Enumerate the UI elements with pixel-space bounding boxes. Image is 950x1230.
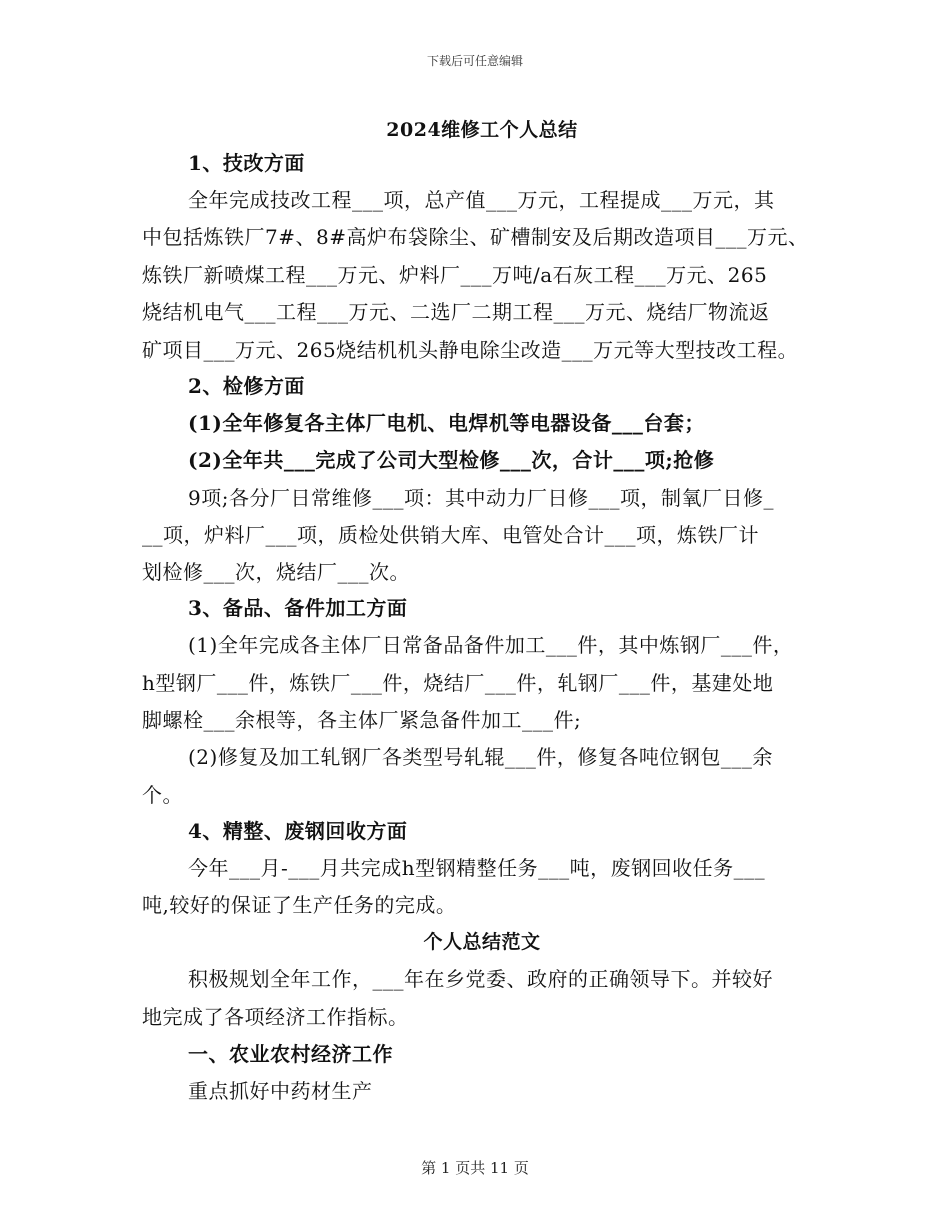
- section-heading-tech-upgrade: 1、技改方面: [188, 151, 305, 175]
- paragraph-line: 地完成了各项经济工作指标。: [142, 1005, 409, 1029]
- paragraph-line: 矿项目___万元、265烧结机机头静电除尘改造___万元等大型技改工程。: [142, 338, 799, 362]
- page-number-footer: 第 1 页共 11 页: [421, 1159, 529, 1177]
- document-title: 2024维修工个人总结: [386, 119, 578, 141]
- paragraph-line: 划检修___次，烧结厂___次。: [142, 560, 410, 584]
- paragraph-line: (1)全年完成各主体厂日常备品备件加工___件，其中炼钢厂___件，: [188, 633, 794, 657]
- paragraph-line: (2)修复及加工轧钢厂各类型号轧辊___件，修复各吨位钢包___余: [188, 745, 773, 769]
- paragraph-line: 吨,较好的保证了生产任务的完成。: [142, 893, 457, 917]
- section-heading-agriculture: 一、农业农村经济工作: [188, 1042, 393, 1066]
- paragraph-line: 烧结机电气___工程___万元、二选厂二期工程___万元、烧结厂物流返: [142, 300, 770, 324]
- paragraph-line: 炼铁厂新喷煤工程___万元、炉料厂___万吨/a石灰工程___万元、265: [142, 263, 768, 287]
- page-header-note: 下载后可任意编辑: [426, 54, 523, 68]
- paragraph-line: 个。: [142, 783, 183, 807]
- paragraph-line: 全年完成技改工程___项，总产值___万元，工程提成___万元，其: [188, 188, 775, 212]
- paragraph-line: 今年___月-___月共完成h型钢精整任务___吨，废钢回收任务___: [188, 856, 766, 880]
- paragraph-line: 脚螺栓___余根等，各主体厂紧急备件加工___件;: [142, 708, 582, 732]
- paragraph-line: 重点抓好中药材生产: [188, 1079, 373, 1103]
- section-heading-spare-parts: 3、备品、备件加工方面: [188, 596, 408, 620]
- paragraph-line: 积极规划全年工作，___年在乡党委、政府的正确领导下。并较好: [188, 967, 773, 991]
- paragraph-line: __项，炉料厂___项，质检处供销大库、电管处合计___项，炼铁厂计: [142, 523, 759, 547]
- paragraph-line: 中包括炼铁厂7#、8#高炉布袋除尘、矿槽制安及后期改造项目___万元、: [142, 225, 809, 249]
- paragraph-line: h型钢厂___件，炼铁厂___件，烧结厂___件，轧钢厂___件，基建处地: [142, 671, 774, 695]
- section-heading-finishing-scrap: 4、精整、废钢回收方面: [188, 819, 408, 843]
- maintenance-item-2: (2)全年共___完成了公司大型检修___次，合计___项;抢修: [188, 448, 715, 472]
- second-document-title: 个人总结范文: [423, 931, 541, 953]
- paragraph-line: 9项;各分厂日常维修___项：其中动力厂日修___项，制氧厂日修_: [188, 486, 774, 510]
- section-heading-maintenance: 2、检修方面: [188, 374, 305, 398]
- maintenance-item-1: (1)全年修复各主体厂电机、电焊机等电器设备___台套；: [188, 411, 705, 435]
